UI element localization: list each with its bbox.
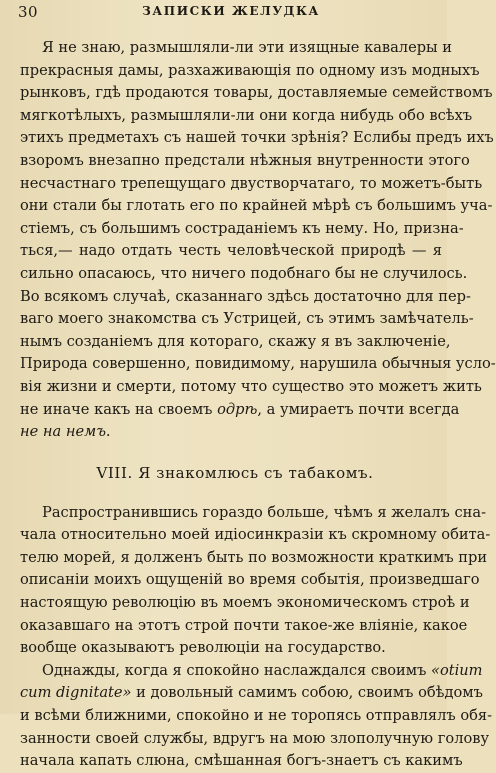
text-line: вія жизни и смерти, потому что существо это можетъ жить — [20, 377, 482, 395]
text-line: нымъ созданіемъ для котораго, скажу я въ заключеніе, — [20, 332, 451, 350]
text-line: они стали бы глотать его по крайней мѣрѣ съ большимъ уча- — [20, 197, 493, 215]
text-fragment: Однажды, когда я спокойно наслаждался своимъ — [42, 661, 432, 679]
text-line: этихъ предметахъ съ нашей точки зрѣнія? Еслибы предъ ихъ — [20, 129, 494, 147]
text-line: Я не знаю, размышляли-ли эти изящные кавалеры и — [42, 39, 453, 56]
text-line — [20, 682, 483, 705]
italic-text: одрѣ — [217, 400, 258, 418]
text-line: Природа совершенно, повидимому, нарушила обычныя усло- — [20, 355, 496, 373]
text-line: мягкотѣлыхъ, размышляли-ли они когда нибудь обо всѣхъ — [20, 106, 473, 124]
text-line: занности своей службы, вдругъ на мою злополучную голову — [20, 729, 490, 747]
text-line — [20, 421, 442, 444]
text-line: описаніи моихъ ощущеній во время событія, произведшаго — [20, 571, 480, 589]
running-head: ЗАПИСКИ ЖЕЛУДКА — [142, 4, 320, 18]
text-fragment: и довольный самимъ собою, своимъ обѣдомъ — [131, 684, 483, 702]
italic-text: cum dignitate» — [20, 684, 132, 702]
text-line: начала капать слюна, смѣшанная богъ-знаетъ съ какимъ — [20, 752, 463, 770]
text-line: оказавшаго на этотъ строй почти такое-же вліяніе, какое — [20, 616, 468, 634]
text-line: вообще оказываютъ революціи на государство. — [20, 639, 386, 657]
text-line: настоящую революцію въ моемъ экономическомъ строѣ и — [20, 594, 470, 612]
text-line: чала относительно моей идіосинкразіи къ скромному обита- — [20, 526, 491, 544]
text-line: и всѣми ближними, спокойно и не торопясь отправлялъ обя- — [20, 707, 493, 725]
text-line: Во всякомъ случаѣ, сказаннаго здѣсь достаточно для пер- — [20, 287, 471, 305]
text-line: рынковъ, гдѣ продаются товары, доставляемые семействомъ — [20, 84, 493, 102]
text-line: несчастнаго трепещущаго двустворчатаго, то можетъ-быть — [20, 174, 483, 192]
page-number: 30 — [18, 3, 39, 21]
text-line: сильно опасаюсь, что ничего подобнаго бы не случилось. — [20, 264, 468, 282]
text-line: Распространившись гораздо больше, чѣмъ я желалъ сна- — [42, 503, 487, 521]
body-text — [20, 37, 496, 773]
text-fragment: не иначе какъ на своемъ — [20, 400, 218, 418]
text-line: ваго моего знакомства съ Устрицей, съ этимъ замѣчатель- — [20, 310, 474, 328]
italic-text: не на немъ — [20, 423, 106, 441]
text-line: прекрасныя дамы, разхаживающія по одному изъ модныхъ — [20, 61, 480, 79]
text-line: взоромъ внезапно предстали нѣжныя внутренности этого — [20, 151, 470, 169]
text-line: стіемъ, съ большимъ состраданіемъ къ нему. Но, призна- — [20, 219, 464, 237]
page-header — [18, 3, 434, 25]
text-fragment: , а умираетъ почти всегда — [257, 400, 460, 418]
italic-text: «otium — [431, 661, 483, 679]
text-line — [20, 660, 483, 683]
text-line: телю морей, я долженъ быть по возможности краткимъ при — [20, 548, 488, 566]
chapter-heading: VIII. Я знакомлюсь съ табакомъ. — [96, 463, 374, 482]
text-line: ться,— надо отдать честь человѣческой природѣ — я — [20, 242, 442, 260]
text-fragment: . — [105, 423, 111, 441]
text-line — [20, 399, 460, 422]
